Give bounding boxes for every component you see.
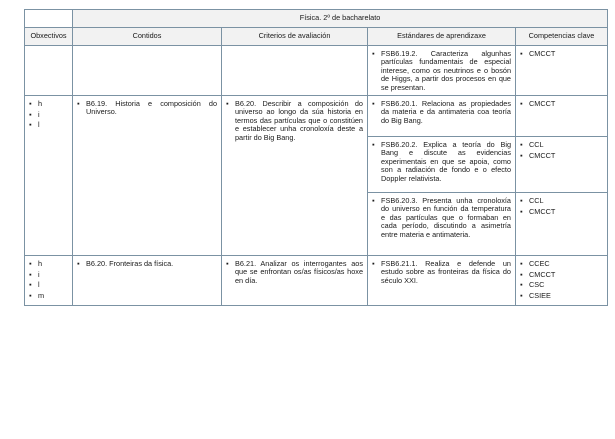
list-item	[226, 260, 363, 285]
list-item	[29, 292, 68, 300]
list-item	[520, 141, 603, 149]
list-item	[520, 100, 603, 108]
list-item	[372, 100, 511, 125]
bullet-icon: ▪	[77, 99, 80, 108]
list-item	[520, 50, 603, 58]
bullet-icon: ▪	[372, 140, 375, 149]
list-item	[520, 271, 603, 279]
bullet-icon: ▪	[226, 99, 229, 108]
obxectivo: m	[38, 290, 45, 300]
table-title: Física. 2º de bacharelato	[73, 10, 608, 28]
bullet-icon: ▪	[29, 99, 32, 108]
obxectivos-cell	[25, 256, 73, 306]
list-item	[29, 121, 68, 129]
bullet-icon: ▪	[520, 150, 523, 160]
competencias-cell	[516, 96, 608, 137]
list-item	[29, 111, 68, 119]
contidos-cell	[73, 46, 222, 96]
list-item	[372, 197, 511, 239]
competencias-cell	[516, 193, 608, 256]
competencia: CCL	[529, 140, 544, 149]
bullet-icon: ▪	[29, 290, 32, 300]
list-item	[520, 208, 603, 216]
bullet-icon: ▪	[29, 259, 32, 268]
obxectivo: l	[38, 120, 40, 130]
competencia: CMCCT	[529, 150, 556, 160]
list-item	[372, 141, 511, 183]
table-row	[25, 96, 608, 137]
list-item	[372, 50, 511, 92]
bullet-icon: ▪	[520, 290, 523, 300]
bullet-icon: ▪	[29, 269, 32, 279]
obxectivo: i	[38, 109, 40, 119]
competencias-cell	[516, 46, 608, 96]
standard-cell	[368, 193, 516, 256]
list-item	[520, 152, 603, 160]
header-estandares: Estándares de aprendizaxe	[368, 28, 516, 46]
bullet-icon: ▪	[372, 99, 375, 108]
bullet-icon: ▪	[520, 259, 523, 268]
competencia: CMCCT	[529, 269, 556, 279]
criterios-cell	[222, 96, 368, 256]
bullet-icon: ▪	[77, 259, 80, 268]
competencia: CCL	[529, 196, 544, 205]
list-item	[520, 260, 603, 268]
bullet-icon: ▪	[372, 49, 375, 58]
standard-text: FSB6.20.1. Relaciona as propiedades da materia e da antimateria coa teoría do Big Bang.	[381, 99, 511, 125]
bullet-icon: ▪	[520, 99, 523, 108]
list-item	[77, 100, 217, 117]
header-criterios: Criterios de avaliación	[222, 28, 368, 46]
header-contidos: Contidos	[73, 28, 222, 46]
list-item	[29, 281, 68, 289]
criterios-cell	[222, 256, 368, 306]
obxectivo: l	[38, 280, 40, 290]
competencia: CCEC	[529, 259, 550, 268]
criterio-text: B6.20. Describir a composición do universo ao longo da súa historia en termos das partículas que o constitúen e establecer unha cronoloxía deste a partir do Big Bang.	[235, 99, 363, 142]
obxectivo: h	[38, 99, 43, 108]
list-item	[77, 260, 217, 268]
standard-cell	[368, 96, 516, 137]
list-item	[372, 260, 511, 285]
table-row	[25, 256, 608, 306]
standard-text: FSB6.19.2. Caracteriza algunhas partículas fundamentais de especial interese, como os neutrinos e o bosón de Higgs, a partir dos procesos en que se presentan.	[381, 49, 511, 92]
contidos-cell	[73, 256, 222, 306]
obxectivos-cell	[25, 96, 73, 256]
competencias-cell	[516, 256, 608, 306]
bullet-icon: ▪	[226, 259, 229, 268]
contido-text: B6.19. Historia e composición do Universo.	[86, 99, 217, 117]
standard-text: FSB6.20.3. Presenta unha cronoloxía do universo en función da temperatura e das partículas que o formaban en cada período, discutindo a asimetría entre materia e antimateria.	[381, 196, 511, 239]
bullet-icon: ▪	[520, 140, 523, 149]
competencias-cell	[516, 137, 608, 193]
header-obxectivos: Obxectivos	[25, 28, 73, 46]
contido-text: B6.20. Fronteiras da física.	[86, 259, 174, 268]
competencia: CMCCT	[529, 206, 556, 216]
bullet-icon: ▪	[520, 196, 523, 205]
standard-cell	[368, 46, 516, 96]
curriculum-table	[24, 9, 608, 306]
list-item	[520, 281, 603, 289]
list-item	[29, 271, 68, 279]
obxectivos-cell	[25, 46, 73, 96]
bullet-icon: ▪	[372, 259, 375, 268]
table-corner	[25, 10, 73, 28]
bullet-icon: ▪	[520, 49, 523, 58]
header-competencias: Competencias clave	[516, 28, 608, 46]
bullet-icon: ▪	[520, 280, 523, 290]
standard-cell	[368, 137, 516, 193]
obxectivo: i	[38, 269, 40, 279]
standard-text: FSB6.21.1. Realiza e defende un estudo sobre as fronteiras da física do século XXI.	[381, 259, 511, 285]
bullet-icon: ▪	[372, 196, 375, 205]
list-item	[520, 197, 603, 205]
contidos-cell	[73, 96, 222, 256]
competencia: CMCCT	[529, 99, 556, 108]
criterio-text: B6.21. Analizar os interrogantes aos que se enfrontan os/as físicos/as hoxe en día.	[235, 259, 363, 285]
bullet-icon: ▪	[29, 280, 32, 290]
competencia: CSIEE	[529, 290, 551, 300]
list-item	[226, 100, 363, 142]
list-item	[29, 100, 68, 108]
standard-cell	[368, 256, 516, 306]
standard-text: FSB6.20.2. Explica a teoría do Big Bang e discute as evidencias experimentais en que se apoia, como son a radiación de fondo e o efecto Doppler relativista.	[381, 140, 511, 183]
list-item	[29, 260, 68, 268]
obxectivo: h	[38, 259, 43, 268]
bullet-icon: ▪	[520, 269, 523, 279]
bullet-icon: ▪	[29, 109, 32, 119]
bullet-icon: ▪	[520, 206, 523, 216]
bullet-icon: ▪	[29, 120, 32, 130]
table-row	[25, 46, 608, 96]
criterios-cell	[222, 46, 368, 96]
list-item	[520, 292, 603, 300]
competencia: CSC	[529, 280, 545, 290]
competencia: CMCCT	[529, 49, 556, 58]
